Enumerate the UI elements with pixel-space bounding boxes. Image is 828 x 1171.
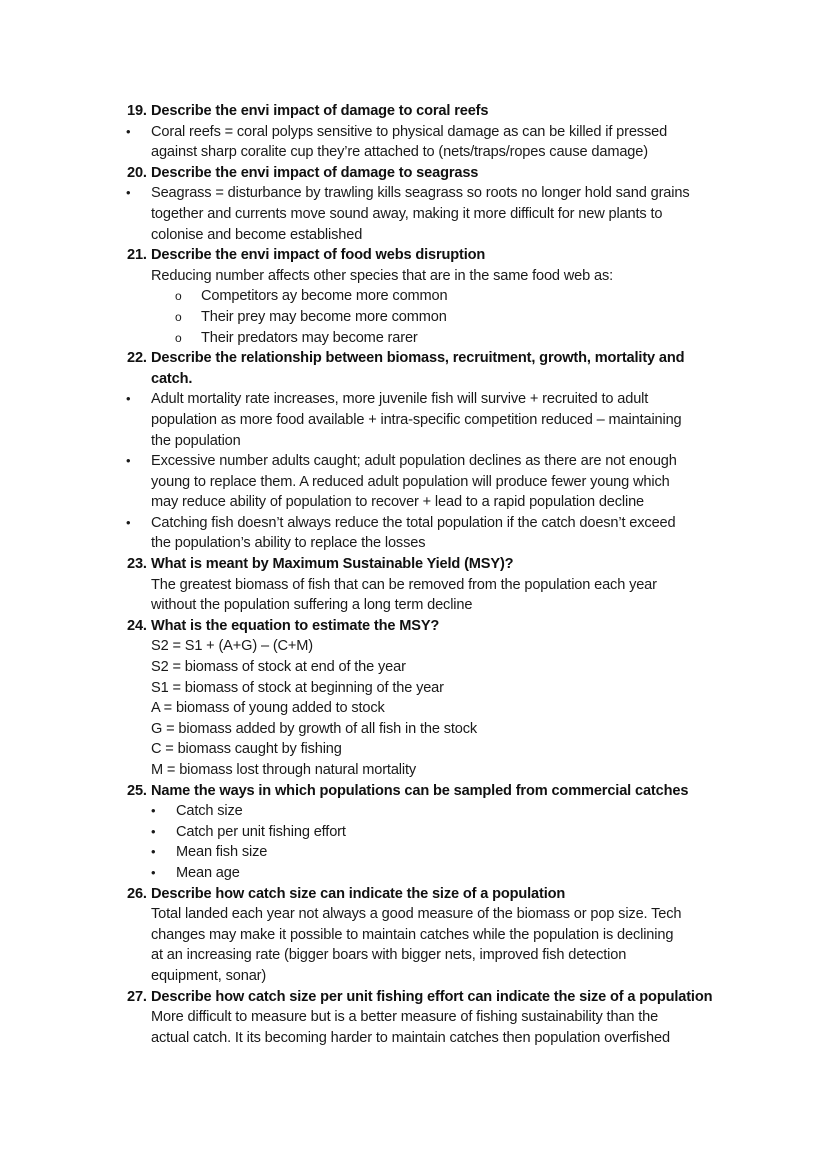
sub-list-text: Competitors ay become more common xyxy=(201,288,448,305)
bullet-icon: • xyxy=(126,453,131,469)
answer-intro: Reducing number affects other species that are in the same food web as: xyxy=(151,267,614,284)
sub-list-item xyxy=(0,307,828,328)
bullet-text: the population’s ability to replace the losses xyxy=(151,535,426,552)
answer-line: Total landed each year not always a good measure of the biomass or pop size. Tech xyxy=(151,906,682,923)
bullet-text: colonise and become established xyxy=(151,226,363,243)
bullet-text: Coral reefs = coral polyps sensitive to physical damage as can be killed if pressed xyxy=(151,123,668,140)
answer-text xyxy=(0,266,828,287)
circle-bullet-icon: o xyxy=(175,309,182,324)
answer-line: G = biomass added by growth of all fish in the stock xyxy=(151,720,478,737)
list-item-text: Catch size xyxy=(176,803,243,820)
bullet-text: the population xyxy=(151,432,241,449)
bullet-text: Adult mortality rate increases, more juvenile fish will survive + recruited to adult xyxy=(151,391,649,408)
bullet-continuation xyxy=(0,204,828,225)
answer-text xyxy=(0,966,828,987)
list-item-text: Mean age xyxy=(176,864,240,881)
bullet-continuation xyxy=(0,225,828,246)
bullet-continuation xyxy=(0,533,828,554)
bullet-continuation xyxy=(0,410,828,431)
question-heading xyxy=(0,163,828,184)
question-title: Name the ways in which populations can be sampled from commercial catches xyxy=(151,782,689,799)
answer-text xyxy=(0,1028,828,1049)
bullet-icon: • xyxy=(126,391,131,407)
answer-line: actual catch. It its becoming harder to maintain catches then population overfished xyxy=(151,1029,670,1046)
question-number: 24. xyxy=(127,617,147,634)
bullet-continuation xyxy=(0,492,828,513)
answer-line: A = biomass of young added to stock xyxy=(151,700,385,717)
list-item xyxy=(0,863,828,884)
bullet-text: Excessive number adults caught; adult population declines as there are not enough xyxy=(151,453,677,470)
question-heading xyxy=(0,245,828,266)
bullet-item xyxy=(0,122,828,143)
equation-definition xyxy=(0,760,828,781)
answer-line: S2 = S1 + (A+G) – (C+M) xyxy=(151,638,314,655)
question-heading xyxy=(0,987,828,1008)
question-heading xyxy=(0,781,828,802)
question-title: Describe the envi impact of food webs disruption xyxy=(151,247,486,264)
equation-definition xyxy=(0,678,828,699)
question-heading xyxy=(0,101,828,122)
question-title: Describe the envi impact of damage to seagrass xyxy=(151,164,479,181)
equation-line xyxy=(0,636,828,657)
sub-list-text: Their predators may become rarer xyxy=(201,329,418,346)
bullet-text: young to replace them. A reduced adult population will produce fewer young which xyxy=(151,473,670,490)
answer-line: M = biomass lost through natural mortality xyxy=(151,762,417,778)
question-number: 22. xyxy=(127,350,147,367)
bullet-continuation xyxy=(0,431,828,452)
bullet-item xyxy=(0,389,828,410)
answer-line: equipment, sonar) xyxy=(151,967,267,984)
question-title: What is meant by Maximum Sustainable Yield (MSY)? xyxy=(151,556,514,573)
list-item-text: Mean fish size xyxy=(176,844,268,861)
question-heading-continuation xyxy=(0,369,828,390)
list-item xyxy=(0,842,828,863)
question-number: 27. xyxy=(127,988,147,1005)
bullet-icon: • xyxy=(126,514,131,530)
list-item-text: Catch per unit fishing effort xyxy=(176,823,346,840)
answer-line: at an increasing rate (bigger boars with bigger nets, improved fish detection xyxy=(151,947,627,964)
answer-text xyxy=(0,925,828,946)
answer-line: changes may make it possible to maintain catches while the population is declining xyxy=(151,926,674,943)
answer-text xyxy=(0,1007,828,1028)
bullet-text: against sharp coralite cup they’re attached to (nets/traps/ropes cause damage) xyxy=(151,144,648,161)
bullet-icon: • xyxy=(151,864,156,880)
sub-list-item xyxy=(0,286,828,307)
sub-list-item xyxy=(0,328,828,349)
answer-line: S2 = biomass of stock at end of the year xyxy=(151,659,406,676)
bullet-icon: • xyxy=(151,823,156,839)
question-number: 19. xyxy=(127,103,147,119)
question-title: What is the equation to estimate the MSY? xyxy=(151,617,440,634)
question-title: Describe the envi impact of damage to coral reefs xyxy=(151,103,489,119)
document-page xyxy=(0,101,828,1048)
bullet-continuation xyxy=(0,142,828,163)
question-title: Describe how catch size per unit fishing effort can indicate the size of a population xyxy=(151,988,713,1005)
equation-definition xyxy=(0,657,828,678)
question-title: Describe the relationship between biomass, recruitment, growth, mortality and xyxy=(151,350,685,367)
answer-text xyxy=(0,575,828,596)
list-item xyxy=(0,801,828,822)
equation-definition xyxy=(0,739,828,760)
bullet-text: Seagrass = disturbance by trawling kills seagrass so roots no longer hold sand grains xyxy=(151,185,690,202)
question-number: 21. xyxy=(127,247,147,264)
bullet-text: together and currents move sound away, making it more difficult for new plants to xyxy=(151,205,663,222)
answer-text xyxy=(0,904,828,925)
sub-list-text: Their prey may become more common xyxy=(201,308,447,325)
bullet-continuation xyxy=(0,472,828,493)
bullet-text: Catching fish doesn’t always reduce the total population if the catch doesn’t exceed xyxy=(151,514,676,531)
circle-bullet-icon: o xyxy=(175,289,182,304)
question-number: 23. xyxy=(127,556,147,573)
bullet-text: may reduce ability of population to recover + lead to a rapid population decline xyxy=(151,494,645,511)
answer-line: C = biomass caught by fishing xyxy=(151,741,342,758)
bullet-icon: • xyxy=(126,185,131,201)
question-heading xyxy=(0,884,828,905)
circle-bullet-icon: o xyxy=(175,330,182,345)
question-number: 26. xyxy=(127,885,147,902)
question-number: 20. xyxy=(127,164,147,181)
question-heading xyxy=(0,616,828,637)
answer-text xyxy=(0,595,828,616)
answer-text xyxy=(0,945,828,966)
question-heading xyxy=(0,348,828,369)
question-heading xyxy=(0,554,828,575)
equation-definition xyxy=(0,719,828,740)
bullet-item xyxy=(0,451,828,472)
bullet-item xyxy=(0,513,828,534)
question-title: Describe how catch size can indicate the size of a population xyxy=(151,885,566,902)
list-item xyxy=(0,822,828,843)
answer-line: S1 = biomass of stock at beginning of the year xyxy=(151,679,444,696)
bullet-text: population as more food available + intra-specific competition reduced – maintaining xyxy=(151,411,682,428)
question-title: catch. xyxy=(151,370,193,387)
answer-line: More difficult to measure but is a better measure of fishing sustainability than the xyxy=(151,1009,659,1026)
bullet-icon: • xyxy=(126,123,131,139)
equation-definition xyxy=(0,698,828,719)
answer-line: The greatest biomass of fish that can be removed from the population each year xyxy=(151,576,657,593)
answer-line: without the population suffering a long term decline xyxy=(151,597,473,614)
bullet-icon: • xyxy=(151,803,156,819)
bullet-item xyxy=(0,183,828,204)
question-number: 25. xyxy=(127,782,147,799)
bullet-icon: • xyxy=(151,844,156,860)
